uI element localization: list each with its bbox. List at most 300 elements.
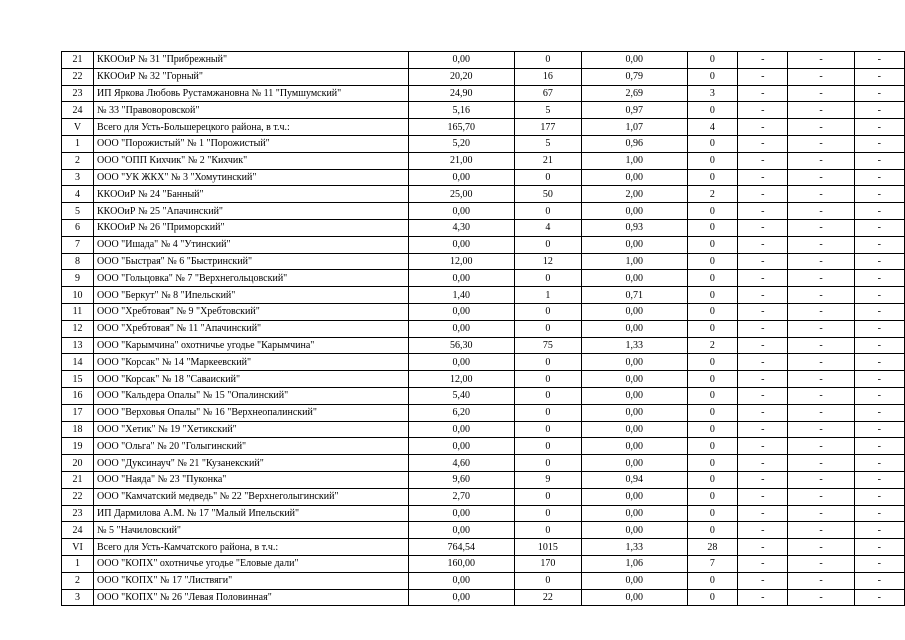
value-1-cell: 56,30	[408, 337, 514, 354]
value-7-cell: -	[854, 287, 904, 304]
value-7-cell: -	[854, 303, 904, 320]
row-number-cell: 24	[62, 522, 94, 539]
row-name-cell: ООО "Кальдера Опалы" № 15 "Опалинский"	[94, 387, 409, 404]
value-5-cell: -	[738, 572, 788, 589]
value-2-cell: 12	[514, 253, 581, 270]
row-name-cell: ООО "ОПП Кихчик" № 2 "Кихчик"	[94, 152, 409, 169]
row-number-cell: 1	[62, 135, 94, 152]
value-4-cell: 0	[687, 303, 738, 320]
value-5-cell: -	[738, 68, 788, 85]
value-4-cell: 0	[687, 404, 738, 421]
value-7-cell: -	[854, 203, 904, 220]
value-3-cell: 2,00	[582, 186, 687, 203]
value-5-cell: -	[738, 320, 788, 337]
value-4-cell: 0	[687, 253, 738, 270]
value-6-cell: -	[788, 371, 854, 388]
value-4-cell: 0	[687, 287, 738, 304]
value-4-cell: 2	[687, 337, 738, 354]
value-1-cell: 0,00	[408, 505, 514, 522]
value-2-cell: 67	[514, 85, 581, 102]
value-7-cell: -	[854, 471, 904, 488]
value-1-cell: 5,40	[408, 387, 514, 404]
row-number-cell: 7	[62, 236, 94, 253]
value-4-cell: 0	[687, 387, 738, 404]
value-7-cell: -	[854, 68, 904, 85]
value-4-cell: 0	[687, 270, 738, 287]
value-3-cell: 0,93	[582, 219, 687, 236]
value-2-cell: 0	[514, 404, 581, 421]
row-number-cell: 23	[62, 85, 94, 102]
row-number-cell: 22	[62, 488, 94, 505]
row-number-cell: 9	[62, 270, 94, 287]
value-7-cell: -	[854, 320, 904, 337]
value-3-cell: 0,00	[582, 522, 687, 539]
value-3-cell: 0,00	[582, 572, 687, 589]
value-7-cell: -	[854, 404, 904, 421]
value-1-cell: 2,70	[408, 488, 514, 505]
table-row	[62, 471, 905, 488]
row-number-cell: 10	[62, 287, 94, 304]
value-4-cell: 0	[687, 421, 738, 438]
value-3-cell: 0,00	[582, 455, 687, 472]
value-6-cell: -	[788, 387, 854, 404]
row-number-cell: 14	[62, 354, 94, 371]
value-1-cell: 5,20	[408, 135, 514, 152]
row-name-cell: ООО "Хребтовая" № 9 "Хребтовский"	[94, 303, 409, 320]
value-3-cell: 0,00	[582, 488, 687, 505]
value-7-cell: -	[854, 387, 904, 404]
value-5-cell: -	[738, 471, 788, 488]
table-row	[62, 219, 905, 236]
row-name-cell: ООО "Карымчина" охотничье угодье "Карымчина"	[94, 337, 409, 354]
value-4-cell: 0	[687, 505, 738, 522]
row-name-cell: ООО "Хетик" № 19 "Хетикский"	[94, 421, 409, 438]
value-3-cell: 0,96	[582, 135, 687, 152]
table-row	[62, 85, 905, 102]
row-number-cell: 11	[62, 303, 94, 320]
row-name-cell: ККООиР № 25 "Апачинский"	[94, 203, 409, 220]
value-1-cell: 20,20	[408, 68, 514, 85]
value-7-cell: -	[854, 169, 904, 186]
table-row	[62, 505, 905, 522]
value-1-cell: 0,00	[408, 438, 514, 455]
table-row	[62, 572, 905, 589]
value-1-cell: 0,00	[408, 236, 514, 253]
table-row	[62, 539, 905, 556]
value-6-cell: -	[788, 471, 854, 488]
value-1-cell: 160,00	[408, 555, 514, 572]
value-3-cell: 0,00	[582, 387, 687, 404]
value-1-cell: 0,00	[408, 589, 514, 606]
row-name-cell: ККООиР № 24 "Банный"	[94, 186, 409, 203]
value-5-cell: -	[738, 236, 788, 253]
row-number-cell: 18	[62, 421, 94, 438]
value-4-cell: 0	[687, 488, 738, 505]
table-row	[62, 455, 905, 472]
value-5-cell: -	[738, 287, 788, 304]
value-2-cell: 21	[514, 152, 581, 169]
row-number-cell: 4	[62, 186, 94, 203]
value-1-cell: 12,00	[408, 371, 514, 388]
value-4-cell: 0	[687, 219, 738, 236]
value-6-cell: -	[788, 135, 854, 152]
value-5-cell: -	[738, 169, 788, 186]
value-6-cell: -	[788, 219, 854, 236]
value-6-cell: -	[788, 152, 854, 169]
value-4-cell: 0	[687, 203, 738, 220]
value-1-cell: 4,30	[408, 219, 514, 236]
table-row	[62, 337, 905, 354]
value-5-cell: -	[738, 387, 788, 404]
value-6-cell: -	[788, 539, 854, 556]
table-row	[62, 236, 905, 253]
row-name-cell: ООО "Ишада" № 4 "Утинский"	[94, 236, 409, 253]
value-5-cell: -	[738, 589, 788, 606]
value-2-cell: 1	[514, 287, 581, 304]
value-7-cell: -	[854, 555, 904, 572]
row-number-cell: 19	[62, 438, 94, 455]
value-2-cell: 0	[514, 488, 581, 505]
value-1-cell: 0,00	[408, 522, 514, 539]
table-row	[62, 169, 905, 186]
value-5-cell: -	[738, 505, 788, 522]
value-3-cell: 0,00	[582, 52, 687, 69]
row-number-cell: 2	[62, 152, 94, 169]
value-5-cell: -	[738, 488, 788, 505]
row-name-cell: Всего для Усть-Большерецкого района, в т.ч.:	[94, 119, 409, 136]
row-name-cell: ООО "Наяда" № 23 "Пуконка"	[94, 471, 409, 488]
table-row	[62, 555, 905, 572]
value-5-cell: -	[738, 253, 788, 270]
value-3-cell: 1,33	[582, 539, 687, 556]
value-3-cell: 0,97	[582, 102, 687, 119]
row-name-cell: ООО "Беркут" № 8 "Ипельский"	[94, 287, 409, 304]
value-2-cell: 177	[514, 119, 581, 136]
row-name-cell: ООО "Быстрая" № 6 "Быстринский"	[94, 253, 409, 270]
value-4-cell: 4	[687, 119, 738, 136]
value-3-cell: 1,00	[582, 253, 687, 270]
row-number-cell: 5	[62, 203, 94, 220]
table-row	[62, 371, 905, 388]
value-2-cell: 0	[514, 203, 581, 220]
value-2-cell: 0	[514, 354, 581, 371]
value-5-cell: -	[738, 303, 788, 320]
value-4-cell: 0	[687, 320, 738, 337]
value-6-cell: -	[788, 203, 854, 220]
value-2-cell: 5	[514, 102, 581, 119]
value-5-cell: -	[738, 421, 788, 438]
value-1-cell: 25,00	[408, 186, 514, 203]
value-1-cell: 0,00	[408, 203, 514, 220]
value-1-cell: 0,00	[408, 270, 514, 287]
row-name-cell: ООО "Дуксинауч" № 21 "Кузанекский"	[94, 455, 409, 472]
value-6-cell: -	[788, 119, 854, 136]
value-3-cell: 1,33	[582, 337, 687, 354]
row-name-cell: ООО "УК ЖКХ" № 3 "Хомутинский"	[94, 169, 409, 186]
value-4-cell: 0	[687, 135, 738, 152]
table-row	[62, 68, 905, 85]
value-5-cell: -	[738, 119, 788, 136]
table-row	[62, 287, 905, 304]
value-6-cell: -	[788, 52, 854, 69]
value-5-cell: -	[738, 539, 788, 556]
value-7-cell: -	[854, 52, 904, 69]
value-6-cell: -	[788, 404, 854, 421]
value-2-cell: 0	[514, 303, 581, 320]
value-3-cell: 0,71	[582, 287, 687, 304]
row-name-cell: ККООиР № 32 "Горный"	[94, 68, 409, 85]
value-5-cell: -	[738, 135, 788, 152]
value-1-cell: 4,60	[408, 455, 514, 472]
row-number-cell: 21	[62, 52, 94, 69]
value-1-cell: 0,00	[408, 169, 514, 186]
value-7-cell: -	[854, 505, 904, 522]
row-name-cell: ККООиР № 31 "Прибрежный"	[94, 52, 409, 69]
value-2-cell: 0	[514, 169, 581, 186]
value-6-cell: -	[788, 186, 854, 203]
value-7-cell: -	[854, 572, 904, 589]
table-row	[62, 152, 905, 169]
value-6-cell: -	[788, 68, 854, 85]
value-2-cell: 50	[514, 186, 581, 203]
value-6-cell: -	[788, 253, 854, 270]
value-6-cell: -	[788, 572, 854, 589]
value-3-cell: 0,00	[582, 589, 687, 606]
value-2-cell: 75	[514, 337, 581, 354]
row-name-cell: ИП Дармилова А.М. № 17 "Малый Ипельский"	[94, 505, 409, 522]
table-row	[62, 387, 905, 404]
row-number-cell: 16	[62, 387, 94, 404]
value-7-cell: -	[854, 337, 904, 354]
value-2-cell: 0	[514, 522, 581, 539]
value-5-cell: -	[738, 52, 788, 69]
value-3-cell: 0,00	[582, 270, 687, 287]
row-name-cell: ООО "Ольга" № 20 "Голыгинский"	[94, 438, 409, 455]
value-2-cell: 0	[514, 438, 581, 455]
value-4-cell: 0	[687, 371, 738, 388]
value-2-cell: 0	[514, 320, 581, 337]
value-4-cell: 0	[687, 438, 738, 455]
value-6-cell: -	[788, 555, 854, 572]
table-row	[62, 438, 905, 455]
value-3-cell: 0,00	[582, 438, 687, 455]
value-1-cell: 0,00	[408, 572, 514, 589]
row-name-cell: ООО "Корсак" № 14 "Маркеевский"	[94, 354, 409, 371]
table-row	[62, 253, 905, 270]
value-5-cell: -	[738, 371, 788, 388]
value-3-cell: 0,00	[582, 320, 687, 337]
value-4-cell: 0	[687, 572, 738, 589]
value-3-cell: 0,94	[582, 471, 687, 488]
value-7-cell: -	[854, 186, 904, 203]
value-7-cell: -	[854, 522, 904, 539]
value-5-cell: -	[738, 455, 788, 472]
value-5-cell: -	[738, 85, 788, 102]
value-7-cell: -	[854, 219, 904, 236]
value-6-cell: -	[788, 320, 854, 337]
value-2-cell: 0	[514, 421, 581, 438]
row-number-cell: 24	[62, 102, 94, 119]
value-1-cell: 0,00	[408, 52, 514, 69]
table-row	[62, 119, 905, 136]
row-name-cell: ККООиР № 26 "Приморский"	[94, 219, 409, 236]
value-3-cell: 0,00	[582, 505, 687, 522]
value-4-cell: 0	[687, 354, 738, 371]
table-row	[62, 522, 905, 539]
value-1-cell: 5,16	[408, 102, 514, 119]
value-2-cell: 170	[514, 555, 581, 572]
value-7-cell: -	[854, 236, 904, 253]
value-1-cell: 0,00	[408, 354, 514, 371]
value-7-cell: -	[854, 539, 904, 556]
value-6-cell: -	[788, 102, 854, 119]
row-number-cell: 8	[62, 253, 94, 270]
value-2-cell: 0	[514, 505, 581, 522]
value-4-cell: 0	[687, 589, 738, 606]
value-3-cell: 0,00	[582, 421, 687, 438]
table-body	[62, 52, 905, 606]
value-3-cell: 0,00	[582, 169, 687, 186]
row-name-cell: ООО "КОПХ" № 17 "Листвяги"	[94, 572, 409, 589]
row-number-cell: 21	[62, 471, 94, 488]
value-7-cell: -	[854, 589, 904, 606]
value-5-cell: -	[738, 152, 788, 169]
value-4-cell: 3	[687, 85, 738, 102]
table-row	[62, 404, 905, 421]
table-row	[62, 421, 905, 438]
row-number-cell: 2	[62, 572, 94, 589]
table-row	[62, 52, 905, 69]
value-1-cell: 0,00	[408, 320, 514, 337]
value-7-cell: -	[854, 135, 904, 152]
value-4-cell: 0	[687, 169, 738, 186]
table-row	[62, 203, 905, 220]
row-number-cell: V	[62, 119, 94, 136]
value-5-cell: -	[738, 219, 788, 236]
row-name-cell: ИП Яркова Любовь Рустамжановна № 11 "Пумшумский"	[94, 85, 409, 102]
value-3-cell: 0,00	[582, 236, 687, 253]
value-4-cell: 28	[687, 539, 738, 556]
value-3-cell: 0,79	[582, 68, 687, 85]
row-number-cell: 3	[62, 589, 94, 606]
value-6-cell: -	[788, 438, 854, 455]
value-4-cell: 0	[687, 522, 738, 539]
value-7-cell: -	[854, 354, 904, 371]
value-2-cell: 16	[514, 68, 581, 85]
value-2-cell: 0	[514, 387, 581, 404]
table-row	[62, 270, 905, 287]
table-row	[62, 186, 905, 203]
value-1-cell: 764,54	[408, 539, 514, 556]
value-1-cell: 165,70	[408, 119, 514, 136]
value-3-cell: 0,00	[582, 303, 687, 320]
row-number-cell: 22	[62, 68, 94, 85]
row-number-cell: 13	[62, 337, 94, 354]
value-3-cell: 1,07	[582, 119, 687, 136]
row-number-cell: 15	[62, 371, 94, 388]
row-number-cell: 6	[62, 219, 94, 236]
value-7-cell: -	[854, 488, 904, 505]
row-number-cell: 17	[62, 404, 94, 421]
value-2-cell: 1015	[514, 539, 581, 556]
row-number-cell: 1	[62, 555, 94, 572]
table-row	[62, 102, 905, 119]
value-3-cell: 2,69	[582, 85, 687, 102]
value-5-cell: -	[738, 522, 788, 539]
value-4-cell: 0	[687, 455, 738, 472]
value-4-cell: 0	[687, 236, 738, 253]
value-1-cell: 0,00	[408, 421, 514, 438]
value-1-cell: 9,60	[408, 471, 514, 488]
value-2-cell: 0	[514, 572, 581, 589]
row-name-cell: № 5 "Начиловский"	[94, 522, 409, 539]
value-1-cell: 0,00	[408, 303, 514, 320]
value-1-cell: 21,00	[408, 152, 514, 169]
row-number-cell: 20	[62, 455, 94, 472]
value-2-cell: 9	[514, 471, 581, 488]
value-5-cell: -	[738, 337, 788, 354]
value-3-cell: 0,00	[582, 404, 687, 421]
value-2-cell: 0	[514, 455, 581, 472]
value-6-cell: -	[788, 236, 854, 253]
row-number-cell: 12	[62, 320, 94, 337]
value-4-cell: 0	[687, 152, 738, 169]
table-row	[62, 589, 905, 606]
value-6-cell: -	[788, 303, 854, 320]
value-6-cell: -	[788, 455, 854, 472]
value-4-cell: 2	[687, 186, 738, 203]
value-7-cell: -	[854, 152, 904, 169]
value-3-cell: 0,00	[582, 354, 687, 371]
row-name-cell: ООО "Гольцовка" № 7 "Верхнегольцовский"	[94, 270, 409, 287]
row-name-cell: ООО "Камчатский медведь" № 22 "Верхнеголыгинский"	[94, 488, 409, 505]
value-7-cell: -	[854, 253, 904, 270]
row-name-cell: Всего для Усть-Камчатского района, в т.ч.:	[94, 539, 409, 556]
value-4-cell: 0	[687, 68, 738, 85]
value-3-cell: 1,06	[582, 555, 687, 572]
value-3-cell: 0,00	[582, 371, 687, 388]
value-2-cell: 0	[514, 371, 581, 388]
value-6-cell: -	[788, 421, 854, 438]
row-name-cell: № 33 "Правоворовской"	[94, 102, 409, 119]
value-2-cell: 22	[514, 589, 581, 606]
row-number-cell: VI	[62, 539, 94, 556]
table-row	[62, 354, 905, 371]
table-row	[62, 303, 905, 320]
value-7-cell: -	[854, 438, 904, 455]
value-2-cell: 4	[514, 219, 581, 236]
value-7-cell: -	[854, 102, 904, 119]
value-4-cell: 0	[687, 52, 738, 69]
table-row	[62, 488, 905, 505]
value-5-cell: -	[738, 354, 788, 371]
value-2-cell: 0	[514, 52, 581, 69]
value-2-cell: 0	[514, 270, 581, 287]
value-1-cell: 1,40	[408, 287, 514, 304]
table-row	[62, 135, 905, 152]
value-7-cell: -	[854, 421, 904, 438]
row-name-cell: ООО "Верховья Опалы" № 16 "Верхнеопалинский"	[94, 404, 409, 421]
value-1-cell: 6,20	[408, 404, 514, 421]
value-3-cell: 0,00	[582, 203, 687, 220]
value-5-cell: -	[738, 203, 788, 220]
row-number-cell: 23	[62, 505, 94, 522]
value-6-cell: -	[788, 488, 854, 505]
value-7-cell: -	[854, 455, 904, 472]
value-7-cell: -	[854, 371, 904, 388]
value-4-cell: 0	[687, 102, 738, 119]
value-4-cell: 0	[687, 471, 738, 488]
